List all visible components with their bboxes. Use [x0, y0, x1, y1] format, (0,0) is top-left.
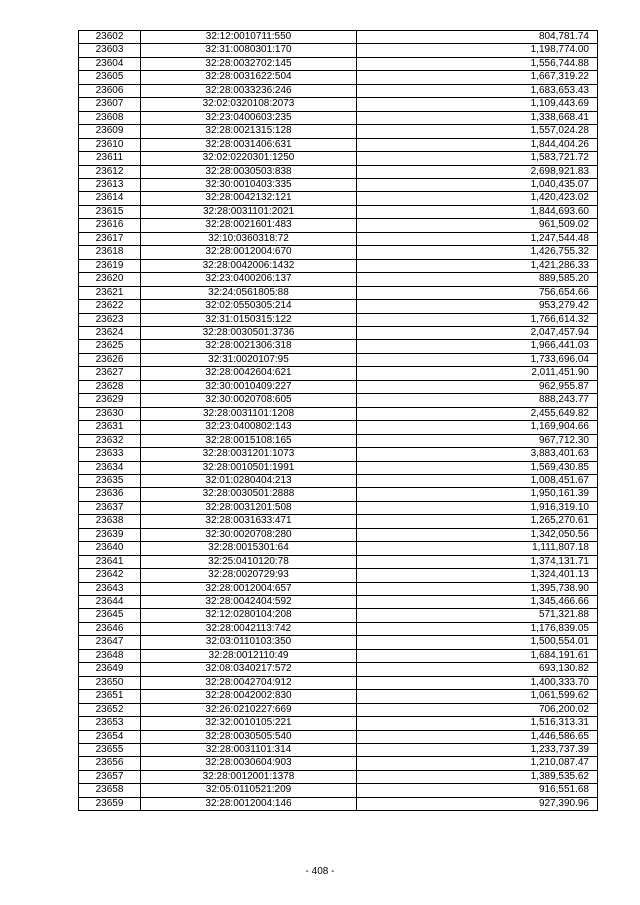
row-number-cell: 23631	[79, 421, 141, 434]
table-row	[79, 326, 598, 339]
row-number-cell: 23659	[79, 797, 141, 810]
table-row	[79, 31, 598, 44]
table-row	[79, 165, 598, 178]
row-number-cell: 23657	[79, 770, 141, 783]
row-number-cell: 23610	[79, 138, 141, 151]
amount-cell: 1,426,755.32	[357, 246, 598, 259]
cadastral-number-cell: 32:28:0015108:165	[141, 434, 357, 447]
cadastral-number-cell: 32:28:0030501:3736	[141, 326, 357, 339]
cadastral-number-cell: 32:02:0550305:214	[141, 300, 357, 313]
row-number-cell: 23627	[79, 367, 141, 380]
amount-cell: 1,247,544.48	[357, 232, 598, 245]
amount-cell: 1,446,586.65	[357, 730, 598, 743]
table-row	[79, 152, 598, 165]
table-row	[79, 407, 598, 420]
parcel-table-body	[79, 31, 598, 811]
amount-cell: 916,551.68	[357, 784, 598, 797]
row-number-cell: 23638	[79, 515, 141, 528]
cadastral-number-cell: 32:10:0360318:72	[141, 232, 357, 245]
table-row	[79, 448, 598, 461]
cadastral-number-cell: 32:32:0010105:221	[141, 717, 357, 730]
table-row	[79, 609, 598, 622]
table-row	[79, 488, 598, 501]
amount-cell: 1,766,614.32	[357, 313, 598, 326]
cadastral-number-cell: 32:28:0042002:830	[141, 690, 357, 703]
cadastral-number-cell: 32:28:0012004:670	[141, 246, 357, 259]
cadastral-number-cell: 32:28:0021306:318	[141, 340, 357, 353]
cadastral-number-cell: 32:31:0020107:95	[141, 353, 357, 366]
amount-cell: 1,109,443.69	[357, 98, 598, 111]
row-number-cell: 23621	[79, 286, 141, 299]
row-number-cell: 23648	[79, 649, 141, 662]
cadastral-number-cell: 32:28:0031101:1208	[141, 407, 357, 420]
amount-cell: 1,556,744.88	[357, 57, 598, 70]
cadastral-number-cell: 32:02:0320108:2073	[141, 98, 357, 111]
cadastral-number-cell: 32:28:0021315:128	[141, 125, 357, 138]
cadastral-number-cell: 32:28:0042132:121	[141, 192, 357, 205]
cadastral-number-cell: 32:28:0031101:314	[141, 744, 357, 757]
cadastral-number-cell: 32:28:0042404:592	[141, 596, 357, 609]
amount-cell: 927,390.96	[357, 797, 598, 810]
cadastral-number-cell: 32:02:0220301:1250	[141, 152, 357, 165]
amount-cell: 1,265,270.61	[357, 515, 598, 528]
table-row	[79, 636, 598, 649]
table-row	[79, 797, 598, 810]
amount-cell: 953,279.42	[357, 300, 598, 313]
amount-cell: 962,955.87	[357, 380, 598, 393]
amount-cell: 1,684,191.61	[357, 649, 598, 662]
cadastral-number-cell: 32:23:0400802:143	[141, 421, 357, 434]
amount-cell: 1,338,668.41	[357, 111, 598, 124]
row-number-cell: 23639	[79, 528, 141, 541]
table-row	[79, 178, 598, 191]
table-row	[79, 690, 598, 703]
amount-cell: 1,516,313.31	[357, 717, 598, 730]
table-row	[79, 421, 598, 434]
parcel-table	[78, 30, 598, 811]
row-number-cell: 23605	[79, 71, 141, 84]
cadastral-number-cell: 32:30:0010409:227	[141, 380, 357, 393]
amount-cell: 2,455,649.82	[357, 407, 598, 420]
amount-cell: 1,583,721.72	[357, 152, 598, 165]
row-number-cell: 23606	[79, 84, 141, 97]
cadastral-number-cell: 32:28:0015301:64	[141, 542, 357, 555]
row-number-cell: 23624	[79, 326, 141, 339]
cadastral-number-cell: 32:12:0010711:550	[141, 31, 357, 44]
table-row	[79, 205, 598, 218]
table-row	[79, 663, 598, 676]
table-row	[79, 138, 598, 151]
amount-cell: 889,585.20	[357, 273, 598, 286]
table-row	[79, 219, 598, 232]
row-number-cell: 23625	[79, 340, 141, 353]
row-number-cell: 23609	[79, 125, 141, 138]
table-row	[79, 367, 598, 380]
table-row	[79, 730, 598, 743]
cadastral-number-cell: 32:28:0030501:2888	[141, 488, 357, 501]
table-row	[79, 757, 598, 770]
table-row	[79, 259, 598, 272]
cadastral-number-cell: 32:05:0110521:209	[141, 784, 357, 797]
row-number-cell: 23637	[79, 501, 141, 514]
amount-cell: 1,395,738.90	[357, 582, 598, 595]
row-number-cell: 23651	[79, 690, 141, 703]
table-row	[79, 784, 598, 797]
page-number: - 408 -	[305, 866, 335, 877]
row-number-cell: 23636	[79, 488, 141, 501]
table-row	[79, 528, 598, 541]
table-row	[79, 703, 598, 716]
cadastral-number-cell: 32:01:0280404:213	[141, 474, 357, 487]
row-number-cell: 23652	[79, 703, 141, 716]
cadastral-number-cell: 32:25:0410120:78	[141, 555, 357, 568]
table-row	[79, 461, 598, 474]
cadastral-number-cell: 32:28:0032702:145	[141, 57, 357, 70]
table-row	[79, 273, 598, 286]
amount-cell: 1,950,161.39	[357, 488, 598, 501]
row-number-cell: 23616	[79, 219, 141, 232]
amount-cell: 961,509.02	[357, 219, 598, 232]
row-number-cell: 23612	[79, 165, 141, 178]
cadastral-number-cell: 32:28:0020729:93	[141, 569, 357, 582]
amount-cell: 1,966,441.03	[357, 340, 598, 353]
row-number-cell: 23635	[79, 474, 141, 487]
row-number-cell: 23602	[79, 31, 141, 44]
cadastral-number-cell: 32:28:0021601:483	[141, 219, 357, 232]
amount-cell: 1,683,653.43	[357, 84, 598, 97]
amount-cell: 1,111,807.18	[357, 542, 598, 555]
row-number-cell: 23650	[79, 676, 141, 689]
table-row	[79, 596, 598, 609]
table-row	[79, 380, 598, 393]
row-number-cell: 23640	[79, 542, 141, 555]
amount-cell: 1,233,737.39	[357, 744, 598, 757]
table-row	[79, 300, 598, 313]
table-row	[79, 111, 598, 124]
amount-cell: 1,844,693.60	[357, 205, 598, 218]
row-number-cell: 23655	[79, 744, 141, 757]
table-row	[79, 246, 598, 259]
cadastral-number-cell: 32:28:0031406:631	[141, 138, 357, 151]
amount-cell: 1,061,599.62	[357, 690, 598, 703]
amount-cell: 1,169,904.66	[357, 421, 598, 434]
amount-cell: 1,844,404.26	[357, 138, 598, 151]
table-row	[79, 98, 598, 111]
cadastral-number-cell: 32:28:0031201:508	[141, 501, 357, 514]
row-number-cell: 23608	[79, 111, 141, 124]
row-number-cell: 23622	[79, 300, 141, 313]
cadastral-number-cell: 32:08:0340217:572	[141, 663, 357, 676]
table-row	[79, 125, 598, 138]
table-row	[79, 622, 598, 635]
table-row	[79, 232, 598, 245]
cadastral-number-cell: 32:23:0400206:137	[141, 273, 357, 286]
cadastral-number-cell: 32:12:0280104:208	[141, 609, 357, 622]
amount-cell: 967,712.30	[357, 434, 598, 447]
amount-cell: 1,400,333.70	[357, 676, 598, 689]
table-row	[79, 286, 598, 299]
cadastral-number-cell: 32:03:0110103:350	[141, 636, 357, 649]
row-number-cell: 23619	[79, 259, 141, 272]
amount-cell: 571,321.88	[357, 609, 598, 622]
cadastral-number-cell: 32:28:0031633:471	[141, 515, 357, 528]
table-row	[79, 542, 598, 555]
row-number-cell: 23653	[79, 717, 141, 730]
row-number-cell: 23613	[79, 178, 141, 191]
cadastral-number-cell: 32:28:0030503:838	[141, 165, 357, 178]
row-number-cell: 23620	[79, 273, 141, 286]
table-row	[79, 44, 598, 57]
row-number-cell: 23649	[79, 663, 141, 676]
amount-cell: 1,557,024.28	[357, 125, 598, 138]
cadastral-number-cell: 32:28:0012001:1378	[141, 770, 357, 783]
row-number-cell: 23626	[79, 353, 141, 366]
amount-cell: 1,040,435.07	[357, 178, 598, 191]
amount-cell: 1,008,451.67	[357, 474, 598, 487]
amount-cell: 804,781.74	[357, 31, 598, 44]
cadastral-number-cell: 32:28:0030604:903	[141, 757, 357, 770]
row-number-cell: 23634	[79, 461, 141, 474]
cadastral-number-cell: 32:28:0012110:49	[141, 649, 357, 662]
table-row	[79, 353, 598, 366]
row-number-cell: 23607	[79, 98, 141, 111]
cadastral-number-cell: 32:28:0033236:246	[141, 84, 357, 97]
row-number-cell: 23645	[79, 609, 141, 622]
cadastral-number-cell: 32:31:0150315:122	[141, 313, 357, 326]
row-number-cell: 23656	[79, 757, 141, 770]
row-number-cell: 23633	[79, 448, 141, 461]
row-number-cell: 23629	[79, 394, 141, 407]
table-row	[79, 313, 598, 326]
table-row	[79, 84, 598, 97]
table-row	[79, 569, 598, 582]
cadastral-number-cell: 32:30:0010403:335	[141, 178, 357, 191]
cadastral-number-cell: 32:30:0020708:280	[141, 528, 357, 541]
amount-cell: 1,374,131.71	[357, 555, 598, 568]
row-number-cell: 23644	[79, 596, 141, 609]
row-number-cell: 23654	[79, 730, 141, 743]
row-number-cell: 23618	[79, 246, 141, 259]
cadastral-number-cell: 32:28:0031622:504	[141, 71, 357, 84]
cadastral-number-cell: 32:28:0042006:1432	[141, 259, 357, 272]
amount-cell: 1,420,423.02	[357, 192, 598, 205]
amount-cell: 2,011,451.90	[357, 367, 598, 380]
cadastral-number-cell: 32:28:0012004:146	[141, 797, 357, 810]
cadastral-number-cell: 32:23:0400603:235	[141, 111, 357, 124]
row-number-cell: 23647	[79, 636, 141, 649]
amount-cell: 1,176,839.05	[357, 622, 598, 635]
amount-cell: 1,198,774.00	[357, 44, 598, 57]
amount-cell: 706,200.02	[357, 703, 598, 716]
cadastral-number-cell: 32:28:0042704:912	[141, 676, 357, 689]
table-row	[79, 394, 598, 407]
amount-cell: 888,243.77	[357, 394, 598, 407]
amount-cell: 1,569,430.85	[357, 461, 598, 474]
table-row	[79, 515, 598, 528]
amount-cell: 693,130.82	[357, 663, 598, 676]
amount-cell: 3,883,401.63	[357, 448, 598, 461]
row-number-cell: 23658	[79, 784, 141, 797]
row-number-cell: 23614	[79, 192, 141, 205]
cadastral-number-cell: 32:30:0020708:605	[141, 394, 357, 407]
amount-cell: 1,733,696.04	[357, 353, 598, 366]
amount-cell: 756,654.66	[357, 286, 598, 299]
cadastral-number-cell: 32:28:0031101:2021	[141, 205, 357, 218]
cadastral-number-cell: 32:28:0030505:540	[141, 730, 357, 743]
amount-cell: 1,667,319.22	[357, 71, 598, 84]
cadastral-number-cell: 32:31:0080301:170	[141, 44, 357, 57]
amount-cell: 2,698,921.83	[357, 165, 598, 178]
row-number-cell: 23630	[79, 407, 141, 420]
table-row	[79, 501, 598, 514]
table-row	[79, 770, 598, 783]
amount-cell: 1,389,535.62	[357, 770, 598, 783]
cadastral-number-cell: 32:28:0042113:742	[141, 622, 357, 635]
table-row	[79, 474, 598, 487]
amount-cell: 1,421,286.33	[357, 259, 598, 272]
row-number-cell: 23615	[79, 205, 141, 218]
row-number-cell: 23623	[79, 313, 141, 326]
cadastral-number-cell: 32:26:0210227:669	[141, 703, 357, 716]
amount-cell: 1,324,401.13	[357, 569, 598, 582]
row-number-cell: 23641	[79, 555, 141, 568]
row-number-cell: 23604	[79, 57, 141, 70]
table-row	[79, 434, 598, 447]
table-row	[79, 555, 598, 568]
table-row	[79, 192, 598, 205]
row-number-cell: 23617	[79, 232, 141, 245]
amount-cell: 1,342,050.56	[357, 528, 598, 541]
table-row	[79, 582, 598, 595]
row-number-cell: 23611	[79, 152, 141, 165]
row-number-cell: 23642	[79, 569, 141, 582]
amount-cell: 1,210,087.47	[357, 757, 598, 770]
amount-cell: 1,916,319.10	[357, 501, 598, 514]
table-row	[79, 676, 598, 689]
row-number-cell: 23643	[79, 582, 141, 595]
table-row	[79, 340, 598, 353]
cadastral-number-cell: 32:28:0012004:657	[141, 582, 357, 595]
table-row	[79, 717, 598, 730]
cadastral-number-cell: 32:28:0010501:1991	[141, 461, 357, 474]
cadastral-number-cell: 32:28:0042604:621	[141, 367, 357, 380]
row-number-cell: 23632	[79, 434, 141, 447]
amount-cell: 1,500,554.01	[357, 636, 598, 649]
row-number-cell: 23603	[79, 44, 141, 57]
cadastral-number-cell: 32:28:0031201:1073	[141, 448, 357, 461]
amount-cell: 2,047,457.94	[357, 326, 598, 339]
cadastral-number-cell: 32:24:0561805:88	[141, 286, 357, 299]
table-row	[79, 744, 598, 757]
table-row	[79, 71, 598, 84]
row-number-cell: 23628	[79, 380, 141, 393]
amount-cell: 1,345,466.66	[357, 596, 598, 609]
table-row	[79, 57, 598, 70]
table-row	[79, 649, 598, 662]
row-number-cell: 23646	[79, 622, 141, 635]
